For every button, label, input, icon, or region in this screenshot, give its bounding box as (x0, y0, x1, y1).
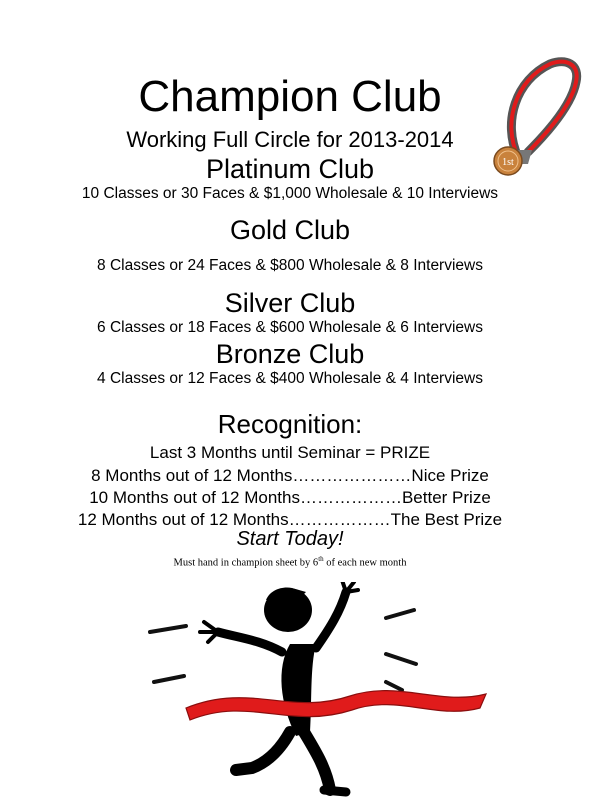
page-title: Champion Club (138, 72, 442, 121)
speed-line (150, 626, 186, 632)
start-today-text: Start Today! (236, 528, 344, 550)
speed-line (386, 682, 402, 690)
bronze-club-name: Bronze Club (215, 339, 365, 369)
recognition-line-4: 12 Months out of 12 Months………………The Best Prize (77, 510, 503, 529)
recognition-line-3: 10 Months out of 12 Months………………Better Prize (89, 488, 491, 507)
recognition-line-2: 8 Months out of 12 Months…………………Nice Prize (91, 466, 489, 485)
platinum-club-name: Platinum Club (205, 154, 375, 184)
speed-line (386, 610, 414, 618)
medal-icon (488, 52, 588, 182)
runner-finish-line-illustration (140, 582, 510, 797)
gold-club-requirement: 8 Classes or 24 Faces & $800 Wholesale & 8 Interviews (97, 257, 483, 274)
medal-label: 1st (502, 157, 514, 168)
silver-club-name: Silver Club (224, 288, 356, 318)
speed-line (154, 676, 184, 682)
speed-line (386, 654, 416, 664)
submission-note: Must hand in champion sheet by 6th of each new month (173, 555, 407, 569)
recognition-line-1: Last 3 Months until Seminar = PRIZE (149, 443, 431, 462)
silver-club-requirement: 6 Classes or 18 Faces & $600 Wholesale & 6 Interviews (97, 319, 483, 336)
page-subtitle: Working Full Circle for 2013-2014 (126, 127, 454, 152)
platinum-club-requirement: 10 Classes or 30 Faces & $1,000 Wholesale & 10 Interviews (81, 185, 499, 202)
recognition-heading: Recognition: (217, 409, 363, 439)
gold-club-name: Gold Club (229, 215, 351, 245)
bronze-club-requirement: 4 Classes or 12 Faces & $400 Wholesale & 4 Interviews (97, 370, 483, 387)
